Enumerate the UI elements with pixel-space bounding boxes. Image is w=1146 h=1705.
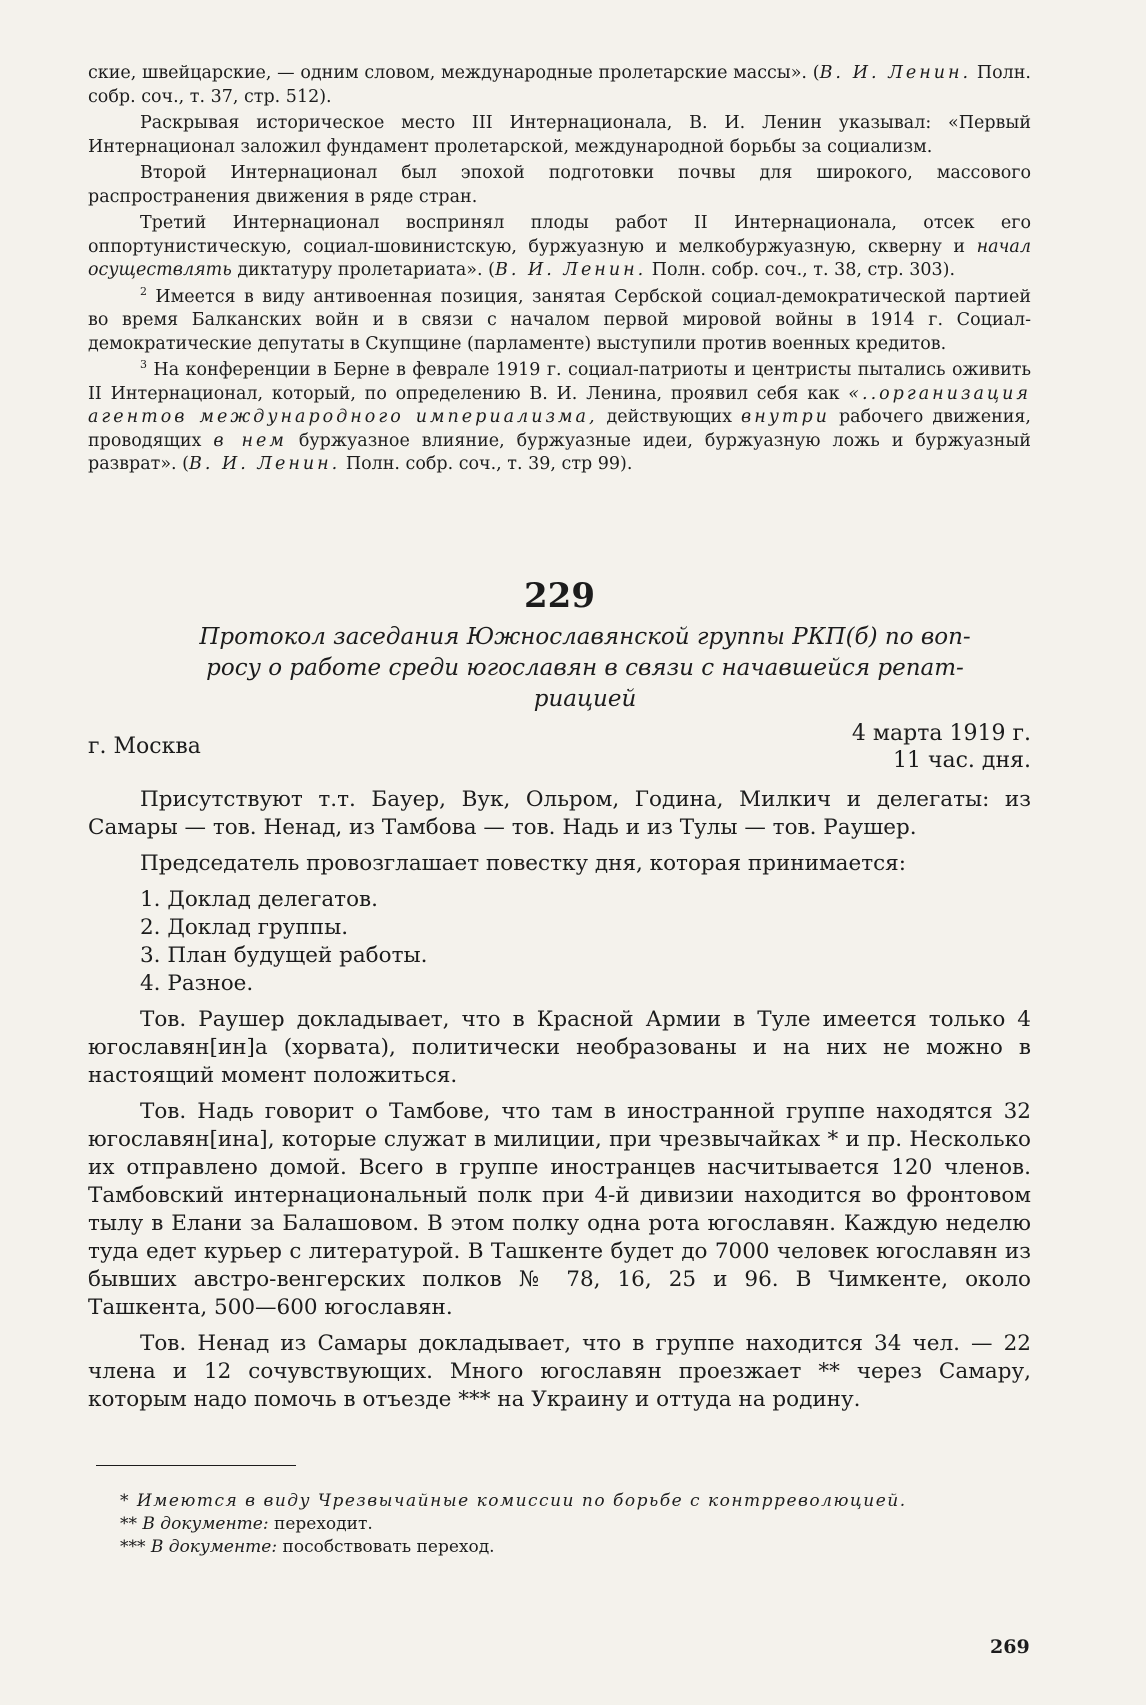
nad-report: Тов. Надь говорит о Тамбове, что там в иностранной группе находятся 32 югославян[ина], которые служат в милиции, при чрезвычайках * и пр. Несколько их отправлено домой. Всего в группе иностранцев насчитывается 120 членов. Тамбовский интернациональный полк при 4-й дивизии находится во фронтовом тылу в Елани за Балашовом. В этом полку одна рота югославян. Каждую неделю туда едет курьер с литературой. В Ташкенте будет до 7000 человек югославян из бывших австро-венгерских полков № 78, 16, 25 и 96. В Чимкенте, около Ташкента, 500—600 югославян. xyxy=(88,1099,1031,1320)
note-paragraph: Третий Интернационал воспринял плоды работ II Интернационала, отсек его оппортунистическую, социал-шовинистскую, буржуазную и мелкобуржуазную, скверну и начал осуществлять диктатуру пролетариата». (В. И. Ленин. Полн. собр. соч., т. 38, стр. 303). xyxy=(88,213,1031,280)
agenda-item: 1. Доклад делегатов. xyxy=(140,887,378,912)
document-body xyxy=(88,786,1031,1422)
footnote-2: ** В документе: переходит. xyxy=(120,1514,373,1534)
attendees-paragraph: Присутствуют т.т. Бауер, Вук, Ольром, Година, Милкич и делегаты: из Самары — тов. Ненад, из Тамбова — тов. Надь и из Тулы — тов. Раушер. xyxy=(88,787,1031,840)
note-marker: 2 xyxy=(140,284,147,298)
nenad-report: Тов. Ненад из Самары докладывает, что в группе находится 34 чел. — 22 члена и 12 сочувствующих. Много югославян проезжает ** через Самару, которым надо помочь в отъезде *** на Украину и оттуда на родину. xyxy=(88,1331,1031,1412)
time-line: 11 час. дня. xyxy=(892,748,1031,773)
note-paragraph: Раскрывая историческое место III Интернационала, В. И. Ленин указывал: «Первый Интернационал заложил фундамент пролетарской, международной борьбы за социализм. xyxy=(88,113,1031,157)
agenda-item: 2. Доклад группы. xyxy=(140,915,349,940)
preceding-notes xyxy=(88,62,1031,480)
note-marker: 3 xyxy=(140,358,147,372)
chair-paragraph: Председатель провозглашает повестку дня, которая принимается: xyxy=(140,851,906,876)
author-ref: В. И. Ленин. xyxy=(494,260,647,280)
page-number: 269 xyxy=(990,1636,1030,1658)
note-2: $^2$ Имеется в виду антивоенная позиция, занятая Сербской социал-демократической партией во время Балканских войн и в связи с началом первой мировой войны в 1914 г. Социал-демократические депутаты в Скупщине (парламенте) выступили против военных кредитов. xyxy=(88,284,1031,354)
agenda-item: 3. План будущей работы. xyxy=(140,943,428,968)
document-place: г. Москва xyxy=(88,734,201,759)
agenda-list xyxy=(88,886,1031,998)
footnotes xyxy=(120,1490,1020,1559)
date-line: 4 марта 1919 г. xyxy=(851,721,1031,746)
agenda-item: 4. Разное. xyxy=(140,971,254,996)
document-number: 229 xyxy=(524,576,595,616)
author-ref: В. И. Ленин. xyxy=(819,63,972,83)
author-ref: В. И. Ленин. xyxy=(189,454,341,474)
footnote-divider xyxy=(96,1465,296,1466)
footnote-3: *** В документе: пособствовать переход. xyxy=(120,1537,495,1557)
document-title: Протокол заседания Южнославянской группы РКП(б) по воп- росу о работе среди югославян в связи с начавшейся репат- риацией xyxy=(199,624,971,712)
note-continuation: ские, швейцарские, — одним словом, международные пролетарские массы». (В. И. Ленин. Полн. собр. соч., т. 37, стр. 512). xyxy=(88,63,1031,107)
rausher-report: Тов. Раушер докладывает, что в Красной Армии в Туле имеется только 4 югославян[ин]а (хорвата), политически необразованы и на них не можно в настоящий момент положиться. xyxy=(88,1007,1031,1088)
note-paragraph: Второй Интернационал был эпохой подготовки почвы для широкого, массового распространения движения в ряде стран. xyxy=(88,163,1031,207)
footnote-1: * Имеются в виду Чрезвычайные комиссии по борьбе с контрреволюцией. xyxy=(120,1491,907,1511)
note-3: $^3$ На конференции в Берне в феврале 1919 г. социал-патриоты и центристы пытались оживить II Интернационал, который, по определению В. И. Ленина, проявил себя как «..организация агентов международного империализма, действующих внутри рабочего движения, проводящих в нем буржуазное влияние, буржуазные идеи, буржуазную ложь и буржуазный разврат». (В. И. Ленин. Полн. собр. соч., т. 39, стр 99). xyxy=(88,358,1031,474)
